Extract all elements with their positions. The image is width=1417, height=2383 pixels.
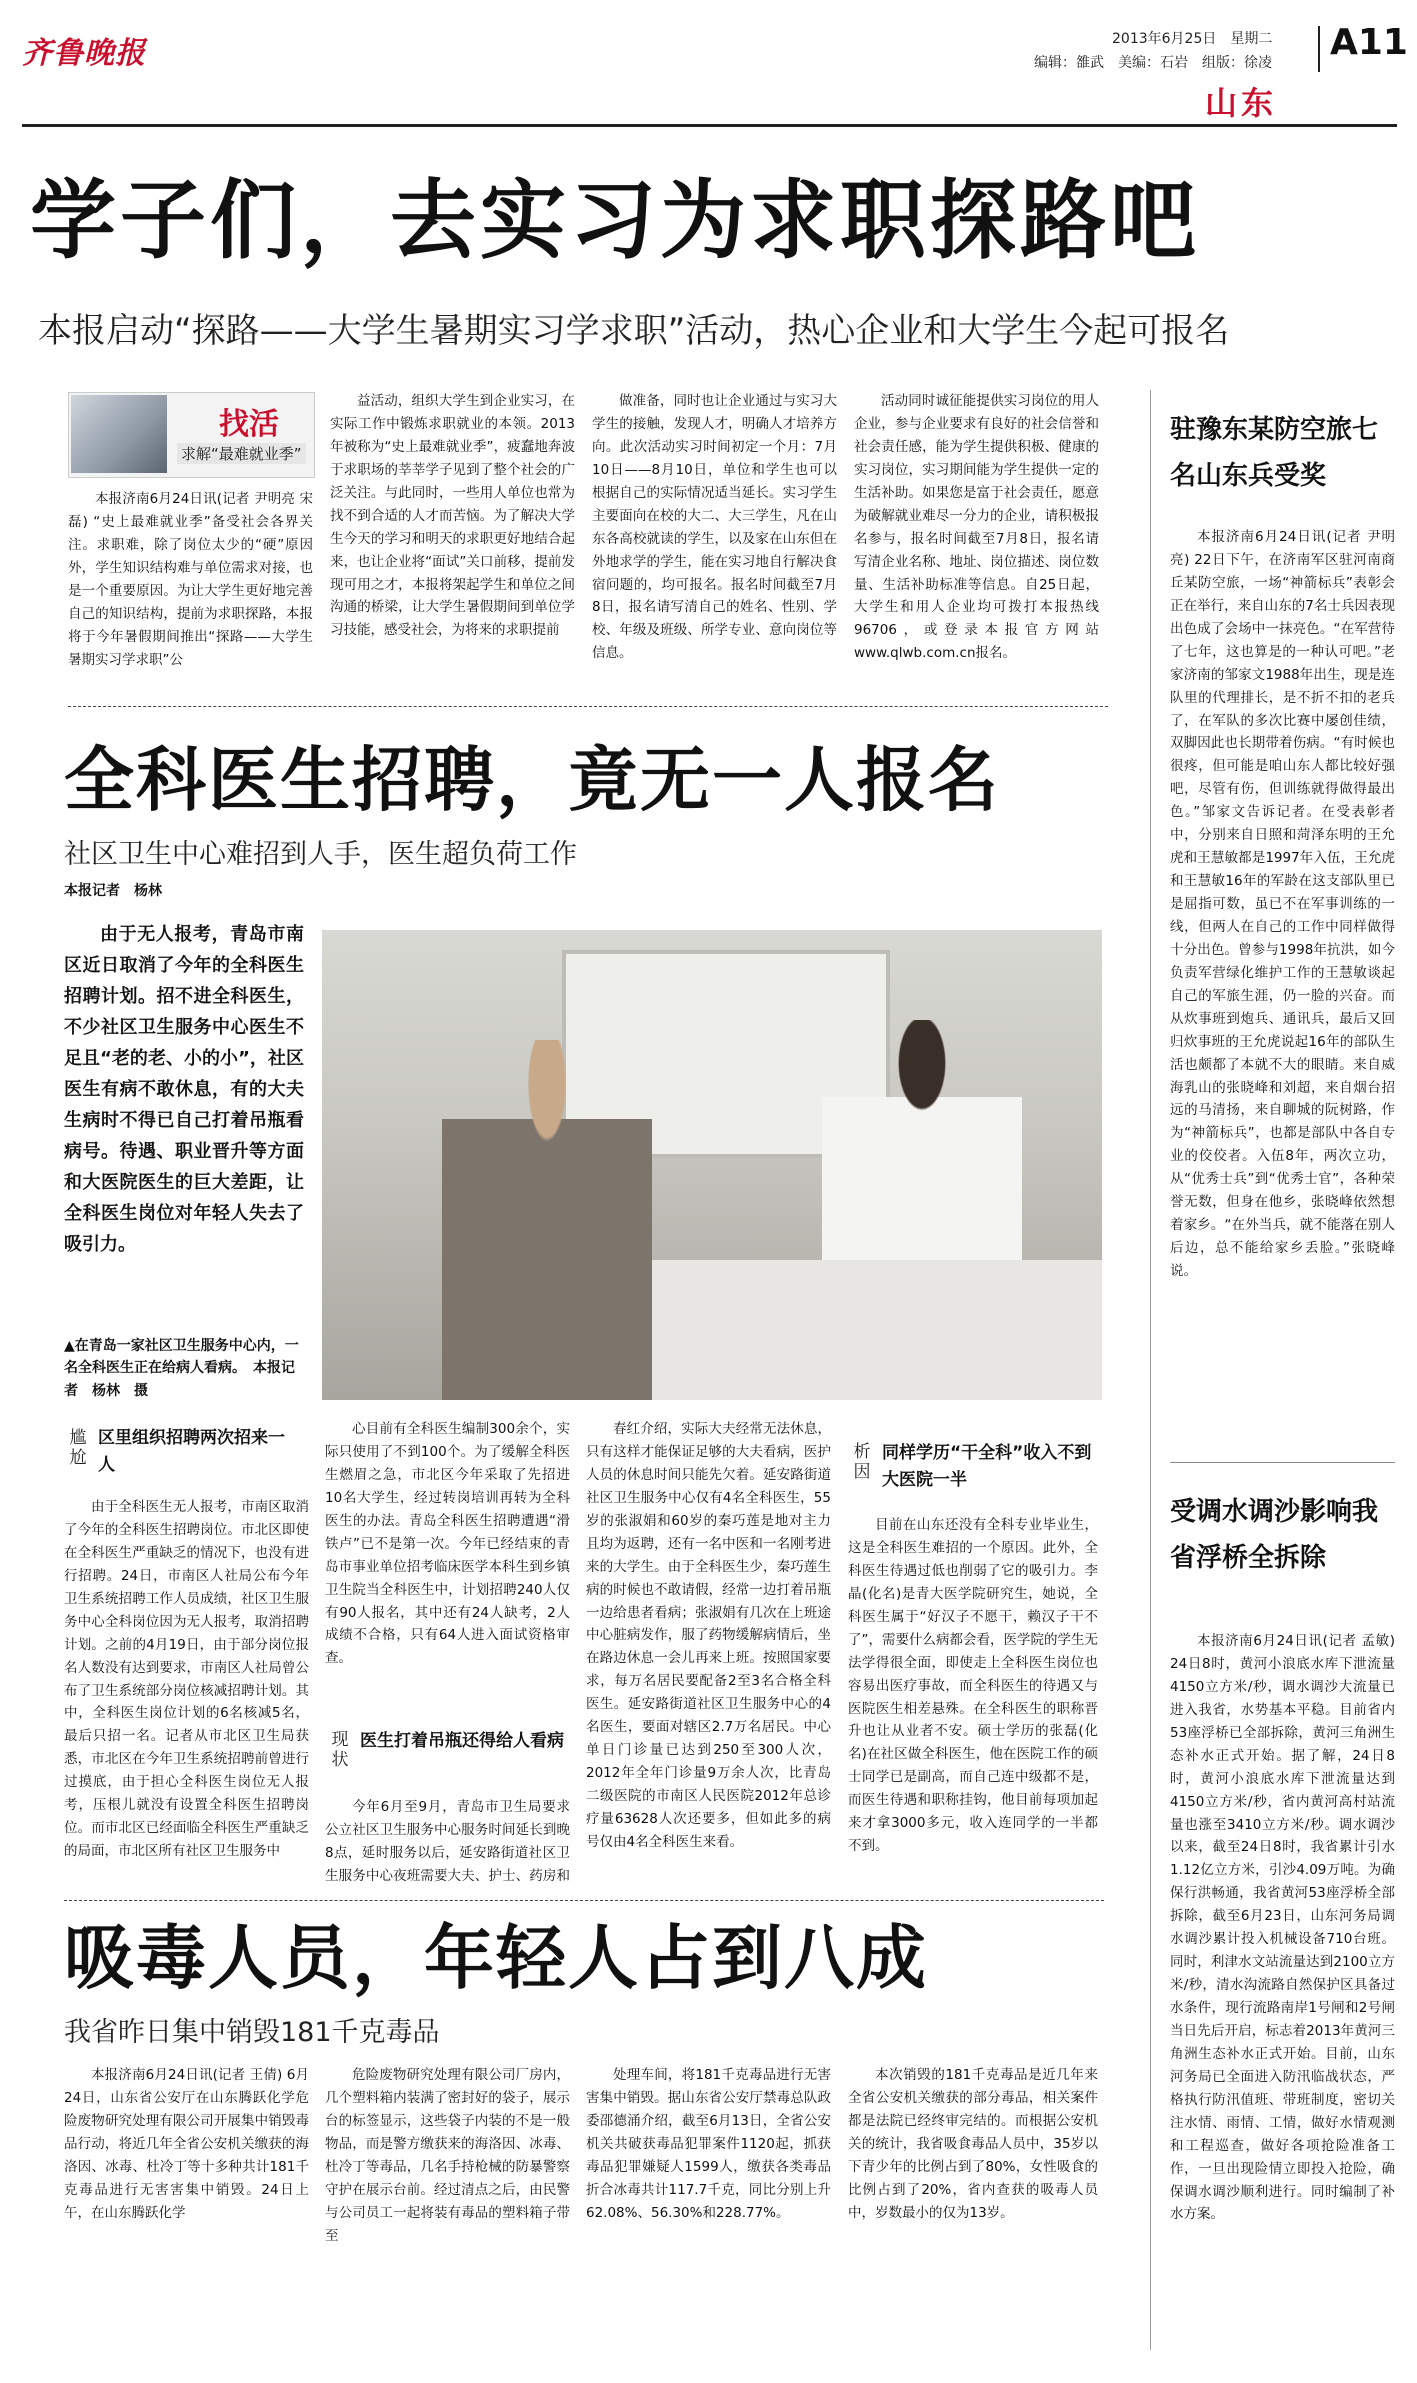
story3-col1: 本报济南6月24日讯(记者 王倩) 6月24日，山东省公安厅在山东腾跃化学危险废物研究处理有限公司开展集中销毁毒品行动，将近几年全省公安机关缴获的海洛因、冰毒、杜冷丁等十多种共计181千克毒品进行无害害集中销毁。24日上午，在山东腾跃化学 <box>64 2067 309 2221</box>
side1-headline: 驻豫东某防空旅七名山东兵受奖 <box>1170 415 1379 491</box>
sec2-col-a: 今年6月至9月，青岛市卫生局要求公立社区卫生服务中心服务时间延长到晚8点，延时服务以后，延安路街道社区卫生服务中心夜班需要大夫、护士、药房和 <box>325 1799 570 1884</box>
story2-byline: 本报记者 杨林 <box>64 883 162 899</box>
page-number: A11 <box>1330 22 1408 63</box>
editor-credits: 编辑：雒武 美编：石岩 组版：徐凌 <box>1034 55 1272 71</box>
story3-headline: 吸毒人员，年轻人占到八成 <box>64 1917 928 1999</box>
story3-subhead: 我省昨日集中销毁181千克毒品 <box>64 2017 440 2048</box>
story1-col3: 做准备，同时也让企业通过与实习大学生的接触，发现人才，明确人才培养方向。此次活动实习时间初定一个月：7月10日——8月10日，单位和学生也可以根据自己的实际情况适当延长。实习学生主要面向在校的大二、大三学生，凡在山东各高校就读的学生，以及家在山东但在外地求学的学生，能在实习地自行解决食宿问题的，均可报名。报名时间截至7月8日，报名请写清自己的姓名、性别、学校、年级及班级、所学专业、意向岗位等信息。 <box>592 393 837 662</box>
tag-awkward: 尴尬 <box>69 1428 87 1469</box>
tag-status: 现状 <box>331 1730 349 1771</box>
side1-bottom-rule <box>1170 1462 1395 1463</box>
photo-patient <box>442 1040 652 1400</box>
sec2-col-b: 春红介绍，实际大夫经常无法休息，只有这样才能保证足够的大夫看病，医护人员的休息时间只能先欠着。延安路街道社区卫生服务中心仅有4名全科医生，55岁的张淑娟和60岁的秦巧莲是地对主力且均为返聘，还有一名中医和一名刚考进来的大学生。由于全科医生少，秦巧莲生病的时候也不敢请假，经常一边打着吊瓶一边给患者看病；张淑娟有几次在上班途中心脏病发作，服了药物缓解病情后，坐在路边休息一会儿再来上班。按照国家要求，每万名居民要配备2至3名合格全科医生。延安路街道社区卫生服务中心的4名医生，要面对辖区2.7万名居民。中心单日门诊量已达到250至300人次，2012年全年门诊量9万余人次，比青岛二级医院的市南区人民医院2012年总诊疗量63628人次还要多，但如此多的病号仅由4名全科医生来看。 <box>586 1421 831 1850</box>
story3-col3: 处理车间，将181千克毒品进行无害害集中销毁。据山东省公安厅禁毒总队政委邵德涌介绍，截至6月13日，全省公安机关共破获毒品犯罪案件1120起，抓获毒品犯罪嫌疑人1599人，缴获各类毒品折合冰毒共计117.7千克，同比分别上升62.08%、56.30%和228.77%。 <box>586 2067 831 2221</box>
student-photo <box>71 395 167 473</box>
badge-subtitle: 求解“最难就业季” <box>177 443 306 464</box>
sec1-col-b: 心目前有全科医生编制300余个，实际只使用了不到100个。为了缓解全科医生燃眉之急，市北区今年采取了先招进10名大学生，经过转岗培训再转为全科医生的办法。青岛全科医生招聘遭遇“滑铁卢”已不是第一次。今年已经结束的青岛市事业单位招考临床医学本科生到乡镇卫生院当全科医生中，计划招聘240人仅有90人报名，其中还有24人缺考，2人成绩不合格，只有64人进入面试资格审查。 <box>325 1421 570 1667</box>
masthead-rule <box>22 124 1397 127</box>
photo-desk <box>652 1260 1102 1400</box>
section-label: 山东 <box>1205 84 1278 122</box>
sidebar-divider <box>1150 390 1151 2350</box>
story1-col2: 益活动，组织大学生到企业实习，在实际工作中锻炼求职就业的本领。2013年被称为“史上最难就业季”，疲蠢地奔波于求职场的莘莘学子见到了整个社会的广泛关注。与此同时，一些用人单位也常为找不到合适的人才而苦恼。为了解决大学生今天的学习和明天的求职更好地结合起来，也让企业将“面试”关口前移，提前发现可用之才，本报将架起学生和单位之间沟通的桥梁，让大学生暑假期间到单位学习技能，感受社会，为将来的求职提前 <box>330 393 575 639</box>
tag-analysis: 析因 <box>853 1442 871 1483</box>
newspaper-logo: 齐鲁晚报 <box>22 36 146 71</box>
sec1-headline: 区里组织招聘两次招来一人 <box>98 1428 285 1476</box>
side2-headline: 受调水调沙影响我省浮桥全拆除 <box>1170 1497 1379 1573</box>
side2-body: 本报济南6月24日讯(记者 孟敏) 24日8时，黄河小浪底水库下泄流量4150立方米/秒，调水调沙大流量已进入我省，水势基本平稳。目前省内53座浮桥已全部拆除，黄河三角洲生态补水正式开始。据了解，24日8时，黄河小浪底水库下泄流量达到4150立方米/秒，省内黄河高村站流量也涨至3410立方米/秒。调水调沙以来，截至24日8时，我省累计引水1.12亿立方米，引沙4.09万吨。为确保行洪畅通，我省黄河53座浮桥全部拆除，截至6月23日，山东河务局调水调沙累计投入机械设备710台班。同时，利津水文站流量达到2100立方米/秒，清水沟流路自然保护区具备过水条件，现行流路南岸1号闸和2号闸当日先后开启，标志着2013年黄河三角洲生态补水正式开始。目前，山东河务局已全面进入防汛临战状态，严格执行防汛值班、带班制度，密切关注水情、雨情、工情，做好水情观测和工程巡查，做好各项抢险准备工作，一旦出现险情立即投入抢险，确保调水调沙顺利进行。同时编制了补水方案。 <box>1170 1633 1395 2223</box>
sec2-headline: 医生打着吊瓶还得给人看病 <box>360 1731 564 1751</box>
issue-date: 2013年6月25日 星期二 <box>1112 31 1273 47</box>
story2-divider <box>64 1900 1104 1901</box>
story2-subhead: 社区卫生中心难招到人手，医生超负荷工作 <box>64 839 577 870</box>
story1-col4: 活动同时诚征能提供实习岗位的用人企业，参与企业要求有良好的社会信誉和社会责任感，能为学生提供积极、健康的实习岗位，实习期间能为学生提供一定的生活补助。如果您是富于社会责任，愿意为破解就业难尽一分力的企业，请积极报名参与，报名时间截至7月8日，报名请写清企业名称、地址、岗位描述、岗位数量、生活补助标准等信息。自25日起，大学生和用人企业均可拨打本报热线96706，或登录本报官方网站www.qlwb.com.cn报名。 <box>854 393 1099 662</box>
story2-headline: 全科医生招聘，竟无一人报名 <box>64 739 1000 821</box>
story3-col4: 本次销毁的181千克毒品是近几年来全省公安机关缴获的部分毒品，相关案件都是法院已经终审完结的。而根据公安机关的统计，我省吸食毒品人员中，35岁以下青少年的比例占到了80%，女性吸食的比例占到了20%，省内查获的吸毒人员中，岁数最小的仅为13岁。 <box>848 2067 1098 2221</box>
side1-body: 本报济南6月24日讯(记者 尹明亮) 22日下午，在济南军区驻河南商丘某防空旅，一场“神箭标兵”表彰会正在举行，来自山东的7名士兵因表现出色成了会场中一抹亮色。“在军营待了七年，这也算是的一种认可吧。”老家济南的邹家文1988年出生，现是连队里的代理排长，是不折不扣的老兵了，在军队的多次比赛中屡创佳绩，双脚因此也长期带着伤病。“有时候也很疼，但可能是咱山东人都比较好强吧，尽管有伤，但训练就得做得最出色。”邹家文告诉记者。在受表彰者中，分别来自日照和菏泽东明的王允虎和王慧敏都是1997年入伍，王允虎和王慧敏16年的军龄在这支部队里已是屈指可数，虽已不在军事训练的一线，但两人在自己的工作中同样做得十分出色。曾参与1998年抗洪，如今负责军营绿化维护工作的王慧敏谈起自己的军旅生涯，仍一脸的兴奋。而从炊事班到炮兵、通讯兵，最后又回归炊事班的王允虎说起16年的部队生活也颇都了本就不大的眼睛。来自威海乳山的张晓峰和刘超，来自烟台招远的马清扬，来自聊城的阮树路，作为“神箭标兵”，也都是部队中各自专业的佼佼者。入伍8年，两次立功，从“优秀士兵”到“优秀士官”，各种荣誉无数，但身在他乡，张晓峰依然想着家乡。“在外当兵，就不能落在别人后边，总不能给家乡丢脸。”张晓峰说。 <box>1170 529 1395 1279</box>
clinic-photo <box>322 930 1102 1400</box>
sec1-col-a: 由于全科医生无人报考，市南区取消了今年的全科医生招聘岗位。市北区即使在全科医生严重缺乏的情况下，也没有进行招聘。24日，市南区人社局公布今年卫生系统招聘工作人员成绩，社区卫生服务中心全科岗位因为无人报考，取消招聘计划。之前的4月19日，由于部分岗位报名人数没有达到要求，市南区人社局曾公布了卫生系统部分岗位核减招聘计划。其中，全科医生岗位计划的6名核减5名，最后只招一名。记者从市北区卫生局获悉，市北区在今年卫生系统招聘前曾进行过摸底，由于担心全科医生岗位无人报考，压根儿就没有设置全科医生招聘岗位。而市北区已经面临全科医生严重缺乏的局面，市北区所有社区卫生服务中 <box>64 1499 309 1860</box>
sec3-col-a: 目前在山东还没有全科专业毕业生，这是全科医生难招的一个原因。此外，全科医生待遇过低也削弱了它的吸引力。李晶(化名)是青大医学院研究生，她说，全科医生属于“好汉子不愿干，赖汉子干不了”，需要什么病都会看，医学院的学生无法学得很全面，即使走上全科医生岗位也容易出医疗事故，而全科医生的待遇又与医院医生相差悬殊。在全科医生的职称晋升也让从业者不安。硕士学历的张磊(化名)在社区做全科医生，他在医院工作的硕士同学已是副高，而自己连中级都不是，而医生待遇和职称挂钩，他目前每项加起来才拿3000多元，收入连同学的一半都不到。 <box>848 1517 1098 1855</box>
story1-badge <box>68 392 315 478</box>
masthead-divider <box>1318 26 1320 72</box>
story3-col2: 危险废物研究处理有限公司厂房内，几个塑料箱内装满了密封好的袋子，展示台的标签显示，这些袋子内装的不是一般物品，而是警方缴获来的海洛因、冰毒、杜冷丁等毒品，几名手持枪械的防暴警察守护在展示台前。经过清点之后，由民警与公司员工一起将装有毒品的塑料箱子带至 <box>325 2067 570 2244</box>
story2-lead: 由于无人报考，青岛市南区近日取消了今年的全科医生招聘计划。招不进全科医生，不少社区卫生服务中心医生不足且“老的老、小的小”，社区医生有病不敢休息，有的大夫生病时不得已自己打着吊瓶看病号。待遇、职业晋升等方面和大医院医生的巨大差距，让全科医生岗位对年轻人失去了吸引力。 <box>64 924 304 1255</box>
badge-title: 找活 <box>219 407 279 442</box>
story1-headline: 学子们，去实习为求职探路吧 <box>30 171 1200 271</box>
story1-col1: 本报济南6月24日讯(记者 尹明亮 宋磊) “史上最难就业季”备受社会各界关注。求职难，除了岗位太少的“硬”原因外，学生知识结构难与单位需求对接，也是一个重要原因。为让大学生更好地完善自己的知识结构，提前为求职探路，本报将于今年暑假期间推出“探路——大学生暑期实习学求职”公 <box>68 491 313 668</box>
photo-doctor <box>822 1020 1022 1260</box>
story1-divider <box>68 706 1108 707</box>
sec3-headline: 同样学历“干全科”收入不到大医院一半 <box>882 1443 1092 1491</box>
photo-caption: ▲在青岛一家社区卫生服务中心内，一名全科医生正在给病人看病。 本报记者 杨林 摄 <box>64 1338 299 1399</box>
story1-subhead: 本报启动“探路——大学生暑期实习学求职”活动，热心企业和大学生今起可报名 <box>38 311 1230 351</box>
